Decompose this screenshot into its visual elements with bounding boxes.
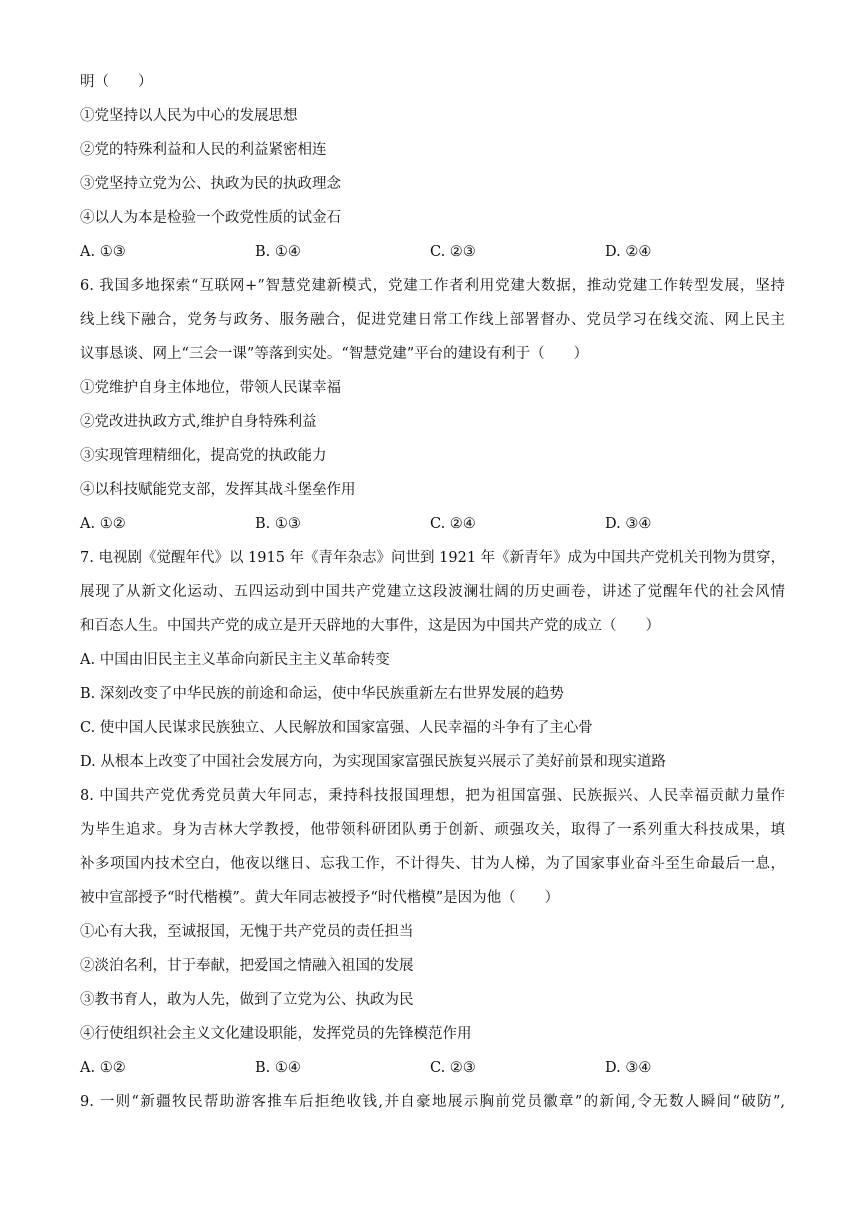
q8-options xyxy=(80,1058,785,1080)
q6-statement-1: ①党维护自身主体地位，带领人民谋幸福 xyxy=(80,380,341,396)
q8-option-b[interactable]: B. ①④ xyxy=(255,1060,301,1076)
q5-option-d[interactable]: D. ②④ xyxy=(605,244,652,260)
q6-option-d[interactable]: D. ③④ xyxy=(605,516,652,532)
q6-stem-line-1: 6. 我国多地探索“互联网+”智慧党建新模式，党建工作者利用党建大数据，推动党建工作转型发展，坚持 xyxy=(80,278,785,294)
q8-option-c[interactable]: C. ②③ xyxy=(430,1060,476,1076)
q6-stem-line-2: 线上线下融合，党务与政务、服务融合，促进党建日常工作线上部署督办、党员学习在线交流、网上民主 xyxy=(80,312,785,328)
q6-option-a[interactable]: A. ①② xyxy=(80,516,126,532)
q8-statement-2: ②淡泊名利，甘于奉献，把爱国之情融入祖国的发展 xyxy=(80,958,414,974)
q5-stem-tail: 明（ ） xyxy=(80,74,153,90)
q8-option-a[interactable]: A. ①② xyxy=(80,1060,126,1076)
q7-stem-line-1: 7. 电视剧《觉醒年代》以 1915 年《青年杂志》问世到 1921 年《新青年》成为中国共产党机关刊物为贯穿， xyxy=(80,550,785,566)
q6-stem-line-3: 议事恳谈、网上“三会一课”等落到实处。“智慧党建”平台的建设有利于（ ） xyxy=(80,346,589,362)
q5-statement-2: ②党的特殊利益和人民的利益紧密相连 xyxy=(80,142,327,158)
q7-stem-line-3: 和百态人生。中国共产党的成立是开天辟地的大事件，这是因为中国共产党的成立（ ） xyxy=(80,618,660,634)
q6-statement-3: ③实现管理精细化，提高党的执政能力 xyxy=(80,448,327,464)
q9-stem-line-1: 9. 一则“新疆牧民帮助游客推车后拒绝收钱,并自豪地展示胸前党员徽章”的新闻,令无数人瞬间“破防”, xyxy=(80,1094,785,1110)
q7-stem-line-2: 展现了从新文化运动、五四运动到中国共产党建立这段波澜壮阔的历史画卷，讲述了觉醒年代的社会风情 xyxy=(80,584,785,600)
q6-statement-2: ②党改进执政方式,维护自身特殊利益 xyxy=(80,414,317,430)
q5-statement-4: ④以人为本是检验一个政党性质的试金石 xyxy=(80,210,341,226)
q8-stem-line-3: 补多项国内技术空白，他夜以继日、忘我工作，不计得失、甘为人梯，为了国家事业奋斗至生命最后一息， xyxy=(80,856,785,872)
q8-option-d[interactable]: D. ③④ xyxy=(605,1060,652,1076)
q7-choice-b[interactable]: B. 深刻改变了中华民族的前途和命运，使中华民族重新左右世界发展的趋势 xyxy=(80,686,564,702)
q6-option-c[interactable]: C. ②④ xyxy=(430,516,476,532)
q7-choice-c[interactable]: C. 使中国人民谋求民族独立、人民解放和国家富强、人民幸福的斗争有了主心骨 xyxy=(80,720,593,736)
q5-option-b[interactable]: B. ①④ xyxy=(255,244,301,260)
q7-choice-d[interactable]: D. 从根本上改变了中国社会发展方向，为实现国家富强民族复兴展示了美好前景和现实道路 xyxy=(80,754,666,770)
q8-statement-4: ④行使组织社会主义文化建设职能，发挥党员的先锋模范作用 xyxy=(80,1026,472,1042)
q5-option-c[interactable]: C. ②③ xyxy=(430,244,476,260)
q8-stem-line-2: 为毕生追求。身为吉林大学教授，他带领科研团队勇于创新、顽强攻关，取得了一系列重大科技成果，填 xyxy=(80,822,785,838)
q5-options xyxy=(80,242,785,264)
q5-option-a[interactable]: A. ①③ xyxy=(80,244,126,260)
q8-statement-1: ①心有大我，至诚报国，无愧于共产党员的责任担当 xyxy=(80,924,414,940)
q6-option-b[interactable]: B. ①③ xyxy=(255,516,301,532)
q8-statement-3: ③教书育人，敢为人先，做到了立党为公、执政为民 xyxy=(80,992,414,1008)
q6-options xyxy=(80,514,785,536)
q5-statement-3: ③党坚持立党为公、执政为民的执政理念 xyxy=(80,176,341,192)
q5-statement-1: ①党坚持以人民为中心的发展思想 xyxy=(80,108,298,124)
q6-statement-4: ④以科技赋能党支部，发挥其战斗堡垒作用 xyxy=(80,482,356,498)
q8-stem-line-4: 被中宣部授予“时代楷模”。黄大年同志被授予“时代楷模”是因为他（ ） xyxy=(80,890,560,906)
q7-choice-a[interactable]: A. 中国由旧民主主义革命向新民主主义革命转变 xyxy=(80,652,390,668)
q8-stem-line-1: 8. 中国共产党优秀党员黄大年同志，秉持科技报国理想，把为祖国富强、民族振兴、人民幸福贡献力量作 xyxy=(80,788,785,804)
